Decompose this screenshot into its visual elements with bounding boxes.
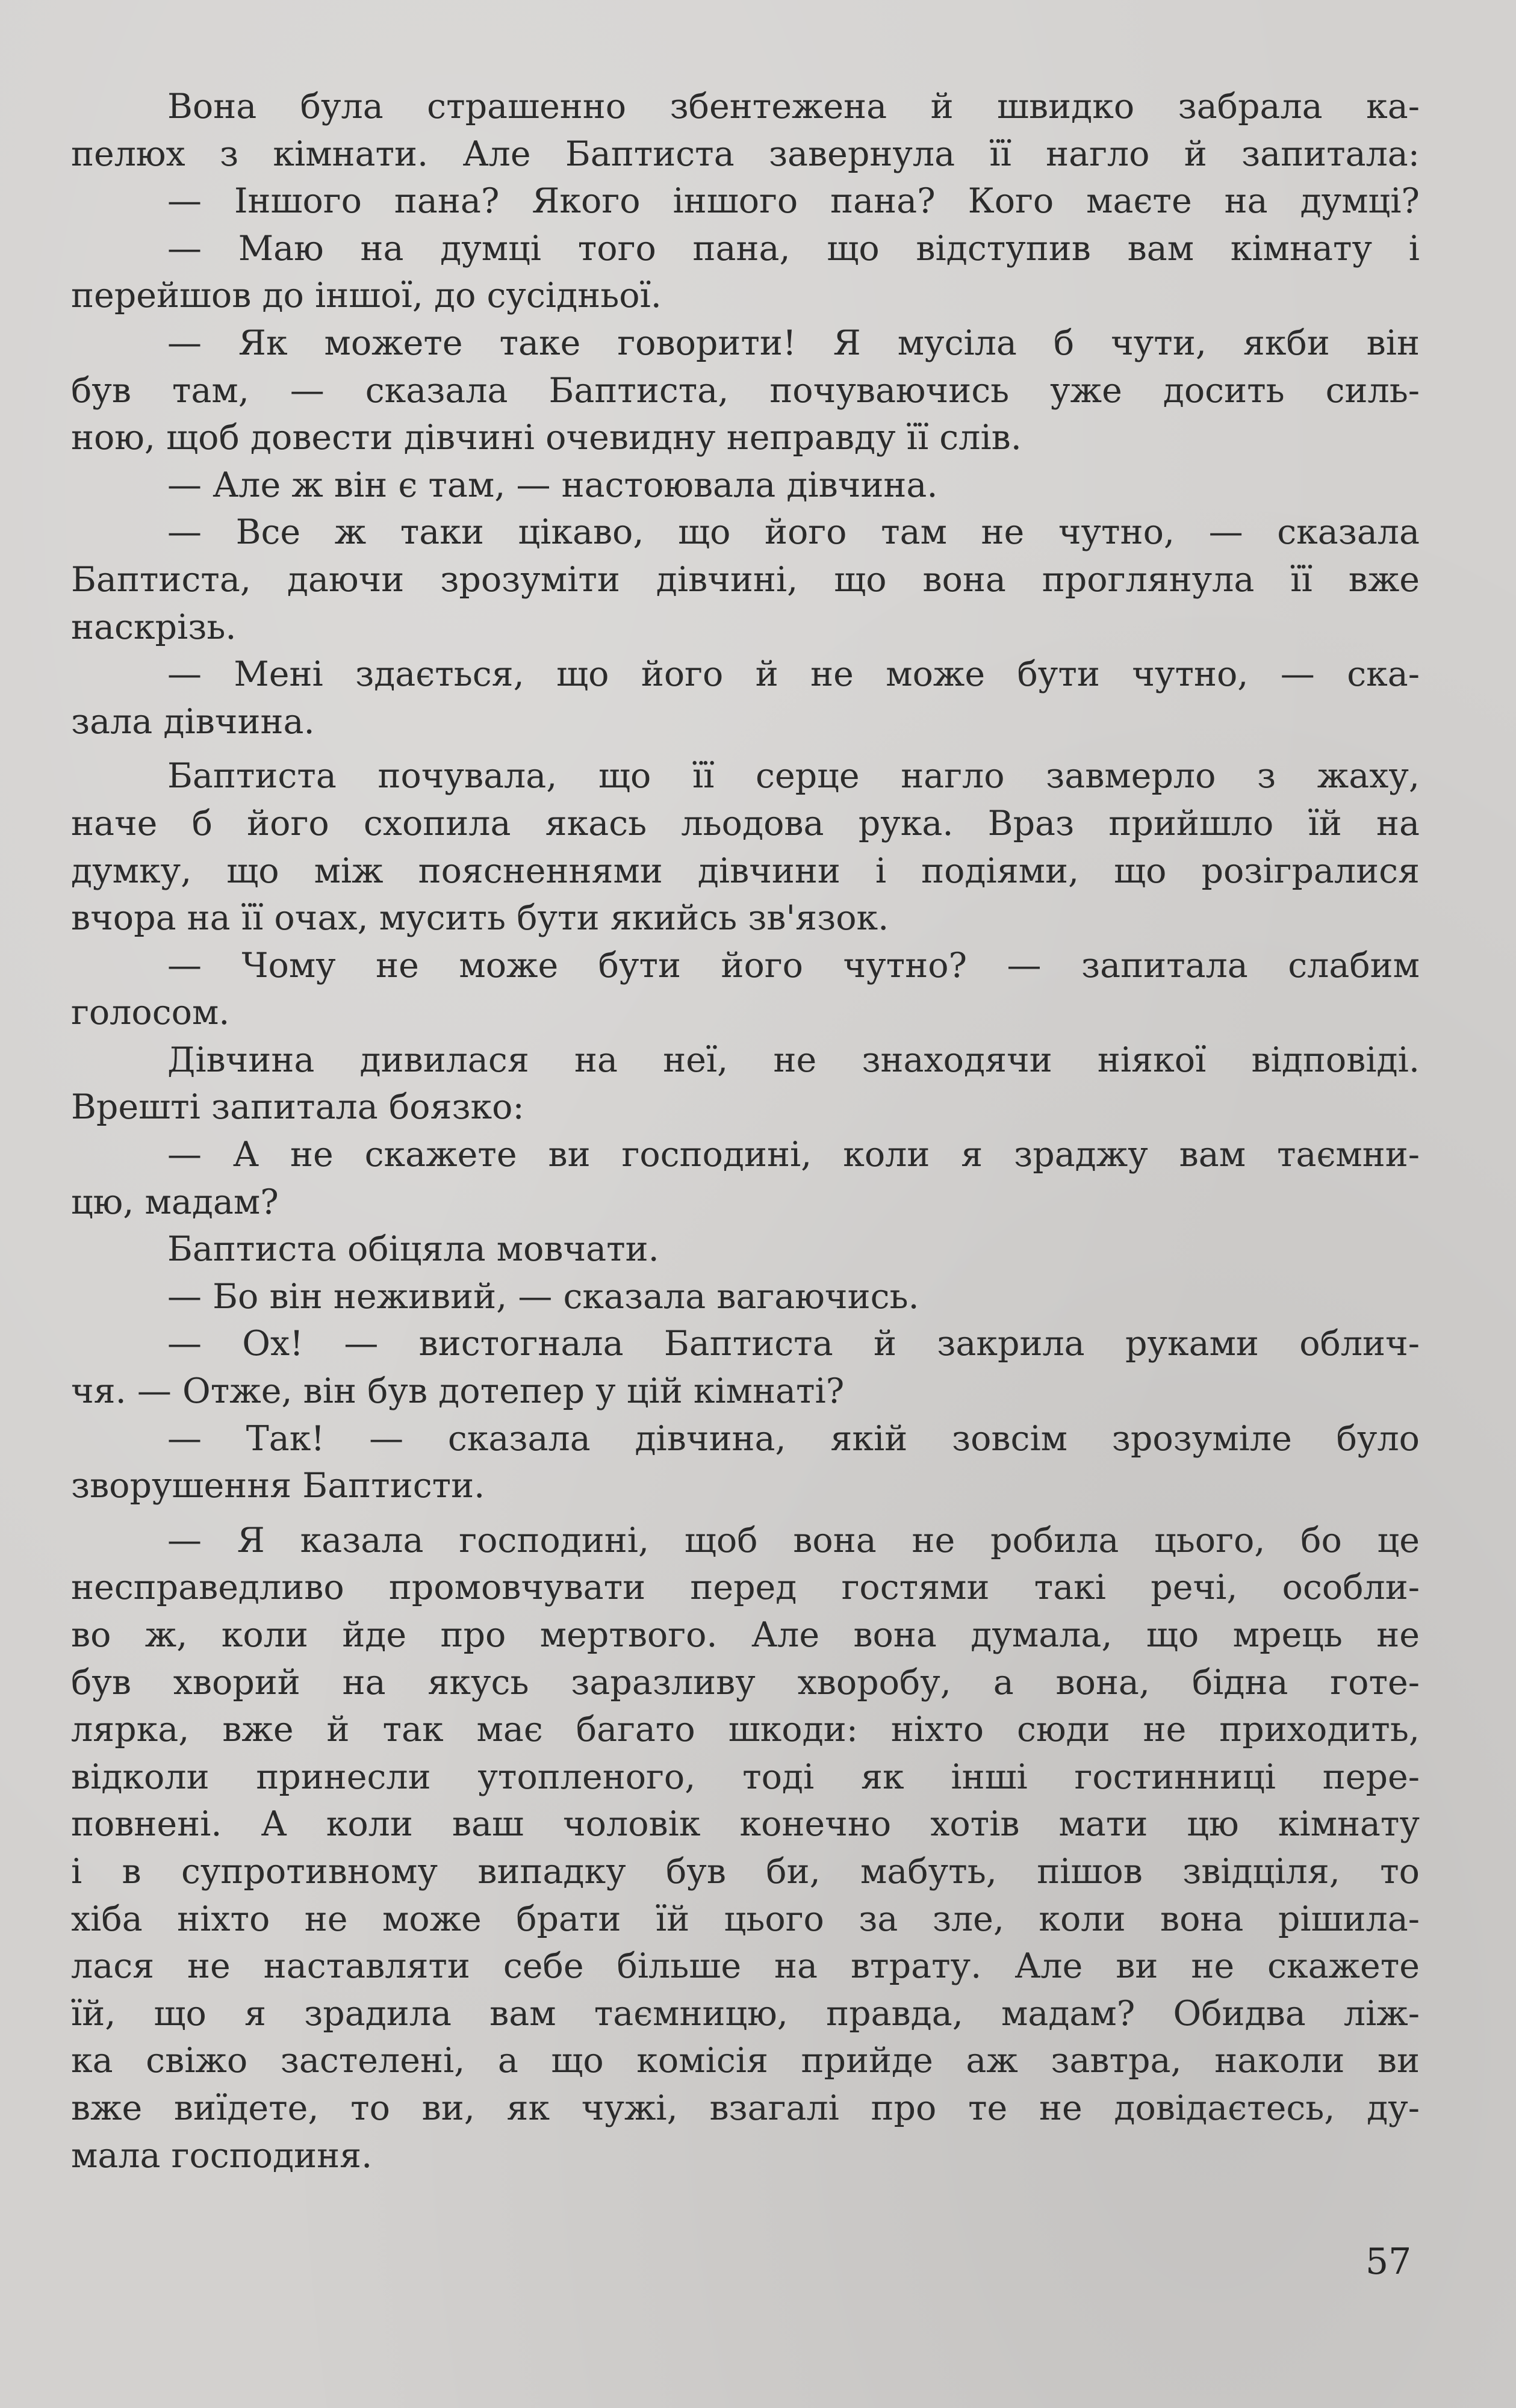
text-line: голосом. [71, 993, 230, 1033]
text-line: відколи принесли утопленого, тоді як інші гостинниці пере- [71, 1757, 1420, 1797]
text-line: ною, щоб довести дівчині очевидну неправду її слів. [71, 418, 1022, 458]
text-line: — Мені здається, що його й не може бути чутно, — ска- [167, 654, 1420, 695]
text-line: і в супротивному випадку був би, мабуть, пішов звідціля, то [71, 1851, 1420, 1891]
text-line: ка свіжо застелені, а що комісія прийде аж завтра, наколи ви [71, 2041, 1420, 2081]
text-line: пелюх з кімнати. Але Баптиста завернула її нагло й запитала: [71, 134, 1420, 174]
text-line: хіба ніхто не може брати їй цього за зле, коли вона рішила- [71, 1899, 1420, 1939]
text-line: лярка, вже й так має багато шкоди: ніхто сюди не приходить, [71, 1710, 1420, 1750]
text-line: Вона була страшенно збентежена й швидко забрала ка- [167, 87, 1420, 126]
text-line: — Але ж він є там, — настоювала дівчина. [167, 465, 938, 505]
text-line: перейшов до іншої, до сусідньої. [71, 276, 662, 316]
paragraph-gap [71, 1510, 1420, 1517]
paragraph-gap [71, 745, 1420, 752]
text-line: — Я казала господині, щоб вона не робила цього, бо це [167, 1520, 1420, 1560]
text-line: — Маю на думці того пана, що відступив вам кімнату і [167, 228, 1420, 268]
text-line: вже виїдете, то ви, як чужі, взагалі про те не довідаєтесь, ду- [71, 2088, 1420, 2128]
text-line: — Так! — сказала дівчина, якій зовсім зрозуміле було [167, 1418, 1420, 1459]
text-line: був там, — сказала Баптиста, почуваючись уже досить силь- [71, 370, 1420, 411]
text-line: був хворий на якусь заразливу хворобу, а вона, бідна готе- [71, 1662, 1420, 1702]
text-line: Баптиста, даючи зрозуміти дівчині, що вона проглянула її вже [71, 559, 1420, 600]
text-line: — Бо він неживий, — сказала вагаючись. [167, 1276, 919, 1317]
text-line: Врешті запитала боязко: [71, 1087, 524, 1128]
text-line: — Іншого пана? Якого іншого пана? Кого маєте на думці? [167, 181, 1420, 222]
text-line: зворушення Баптисти. [71, 1466, 485, 1506]
text-line: лася не наставляти себе більше на втрату. Але ви не скажете [71, 1946, 1420, 1987]
text-line: цю, мадам? [71, 1182, 279, 1222]
text-line: несправедливо промовчувати перед гостями такі речі, особли- [71, 1568, 1420, 1608]
text-line: повнені. А коли ваш чоловік конечно хотів мати цю кімнату [71, 1804, 1420, 1845]
page-number: 57 [1365, 2241, 1412, 2283]
text-line: чя. — Отже, він був дотепер у цій кімнаті? [71, 1371, 845, 1412]
text-line: Баптиста почувала, що її серце нагло завмерло з жаху, [167, 756, 1420, 796]
text-line: — Ох! — вистогнала Баптиста й закрила руками облич- [167, 1324, 1420, 1364]
text-line: зала дівчина. [71, 701, 315, 742]
text-line: вчора на її очах, мусить бути якийсь зв'язок. [71, 898, 889, 939]
text-line: — Як можете таке говорити! Я мусіла б чути, якби він [167, 323, 1420, 363]
text-line: Дівчина дивилася на неї, не знаходячи ніякої відповіді. [167, 1040, 1420, 1080]
text-line: во ж, коли йде про мертвого. Але вона думала, що мрець не [71, 1615, 1420, 1655]
text-line: наскрізь. [71, 607, 237, 647]
body-text [71, 83, 1420, 2179]
text-line: Баптиста обіцяла мовчати. [167, 1229, 659, 1270]
text-line: їй, що я зрадила вам таємницю, правда, мадам? Обидва ліж- [71, 1993, 1420, 2034]
text-line: — Чому не може бути його чутно? — запитала слабим [167, 945, 1420, 985]
text-line: мала господиня. [71, 2135, 373, 2176]
text-line: — А не скажете ви господині, коли я зраджу вам таємни- [167, 1135, 1420, 1175]
text-line: думку, що між поясненнями дівчини і подіями, що розігралися [71, 851, 1420, 891]
text-line: наче б його схопила якась льодова рука. Враз прийшло їй на [71, 803, 1420, 843]
text-line: — Все ж таки цікаво, що його там не чутно, — сказала [167, 512, 1420, 553]
